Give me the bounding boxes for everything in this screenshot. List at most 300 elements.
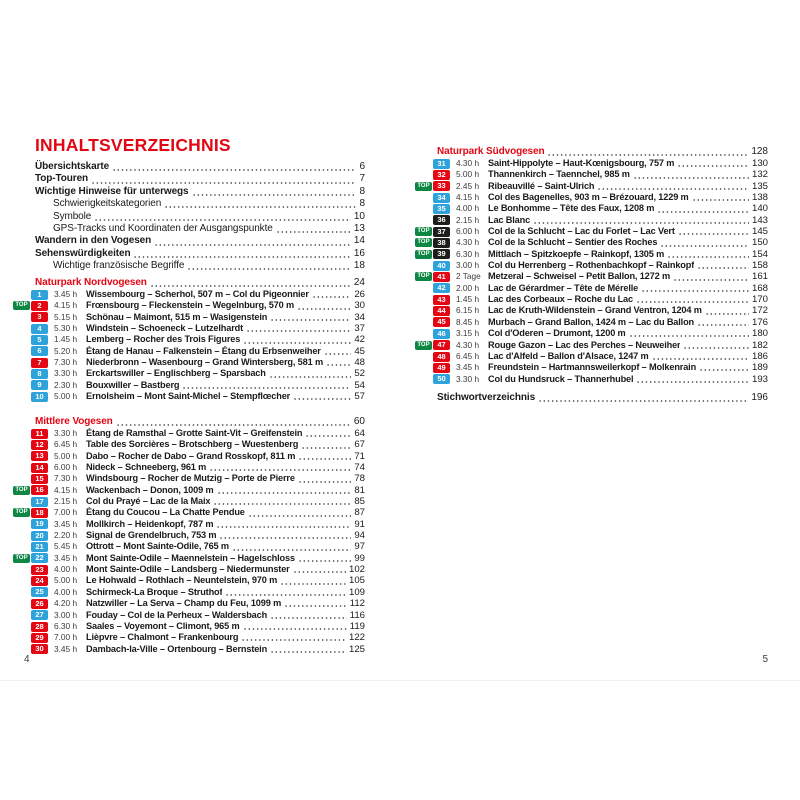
tour-row[interactable] <box>35 644 365 655</box>
entry-page-number: 13 <box>353 222 365 234</box>
front-matter-entry[interactable] <box>35 211 365 223</box>
tour-duration: 6.30 h <box>54 620 78 631</box>
tour-duration: 5.00 h <box>456 169 480 180</box>
tour-row[interactable] <box>437 260 768 271</box>
dotted-leader <box>697 267 749 269</box>
dotted-leader <box>187 268 351 270</box>
tour-row[interactable] <box>35 368 365 379</box>
tour-title: Mont Sainte-Odile – Maennelstein – Hagelschloss <box>86 552 295 563</box>
tour-title: Thannenkirch – Taennchel, 985 m <box>488 169 630 180</box>
tour-row[interactable] <box>35 519 365 530</box>
tour-title: Schönau – Maimont, 515 m – Wasigenstein <box>86 311 268 322</box>
dotted-leader <box>209 469 351 471</box>
tour-page-number: 105 <box>348 575 365 587</box>
tour-row[interactable] <box>35 610 365 621</box>
section-label: Mittlere Vogesen <box>35 416 113 427</box>
tour-duration: 7.00 h <box>54 507 78 518</box>
tour-duration: 8.45 h <box>456 316 480 327</box>
tour-duration: 5.00 h <box>54 575 78 586</box>
entry-label: Sehenswürdigkeiten <box>35 247 131 259</box>
tour-title: Col du Hundsruck – Thannerhubel <box>488 373 634 384</box>
section-heading[interactable] <box>437 392 768 404</box>
tour-row[interactable] <box>437 374 768 385</box>
tour-row[interactable] <box>35 473 365 484</box>
tour-page-number: 99 <box>354 552 365 564</box>
tour-number-badge: 41 <box>433 272 450 282</box>
tour-page-number: 67 <box>354 439 365 451</box>
tour-row[interactable] <box>417 237 768 249</box>
dotted-leader <box>213 503 351 505</box>
tour-page-number: 78 <box>354 473 365 485</box>
tour-number-badge: 9 <box>31 380 48 390</box>
dotted-leader <box>116 424 351 426</box>
dotted-leader <box>243 628 347 630</box>
tour-number-badge: 8 <box>31 369 48 379</box>
tour-title: Frœnsbourg – Fleckenstein – Wegelnburg, 570 m <box>86 300 295 311</box>
tour-title: Schirmeck-La Broque – Struthof <box>86 586 223 597</box>
section-page-number: 128 <box>751 146 768 157</box>
tour-duration: 1.45 h <box>54 334 78 345</box>
tour-duration: 5.00 h <box>54 450 78 461</box>
tour-number-badge: 30 <box>31 644 48 654</box>
section-heading[interactable] <box>35 277 365 289</box>
tour-duration: 6.00 h <box>54 462 78 473</box>
tour-row[interactable] <box>417 271 768 283</box>
dotted-leader <box>232 549 351 551</box>
tour-row[interactable] <box>35 632 365 643</box>
dotted-leader <box>678 233 749 235</box>
front-matter-entry[interactable] <box>35 198 365 210</box>
tour-number-badge: 10 <box>31 392 48 402</box>
entry-page-number: 8 <box>359 185 365 197</box>
dotted-leader <box>697 324 749 326</box>
tour-duration: 7.30 h <box>54 357 78 368</box>
tour-number-badge: 21 <box>31 542 48 552</box>
tour-row[interactable] <box>35 496 365 507</box>
tour-title: Le Hohwald – Rothlach – Neuntelstein, 970 m <box>86 575 278 586</box>
tour-page-number: 64 <box>354 428 365 439</box>
tour-duration: 4.30 h <box>456 158 480 168</box>
tour-duration: 5.20 h <box>54 345 78 356</box>
tour-page-number: 176 <box>751 316 768 328</box>
tour-title: Lac des Corbeaux – Roche du Lac <box>488 294 633 305</box>
tour-row[interactable] <box>417 180 768 192</box>
tour-number-badge: 15 <box>31 474 48 484</box>
tour-duration: 3.45 h <box>54 643 78 654</box>
tour-title: Étang du Coucou – La Chatte Pendue <box>86 507 245 518</box>
dotted-leader <box>692 199 749 201</box>
tour-row[interactable] <box>35 575 365 586</box>
tour-duration: 4.00 h <box>456 203 480 214</box>
tour-page-number: 34 <box>354 311 365 323</box>
tour-row[interactable] <box>437 351 768 362</box>
tour-number-badge: 39 <box>433 249 450 259</box>
tour-title: Bouxwiller – Bastberg <box>86 379 180 390</box>
tour-row[interactable] <box>437 317 768 328</box>
tour-row[interactable] <box>437 305 768 316</box>
tour-number-badge: 36 <box>433 215 450 225</box>
tour-row[interactable] <box>35 451 365 462</box>
tour-page-number: 26 <box>354 289 365 300</box>
tour-page-number: 119 <box>349 620 365 632</box>
front-matter-entry[interactable] <box>35 173 365 185</box>
tour-duration: 6.45 h <box>456 350 480 361</box>
tour-number-badge: 1 <box>31 290 48 300</box>
dotted-leader <box>270 651 346 653</box>
dotted-leader <box>652 358 749 360</box>
tour-duration: 4.15 h <box>54 484 78 495</box>
dotted-leader <box>326 364 351 366</box>
tour-title: Signal de Grendelbruch, 753 m <box>86 530 217 541</box>
dotted-leader <box>246 330 351 332</box>
tour-row[interactable] <box>15 507 365 519</box>
front-matter-entry[interactable] <box>35 161 365 173</box>
tour-row[interactable] <box>35 598 365 609</box>
tour-page-number: 132 <box>751 169 768 181</box>
tour-row[interactable] <box>437 192 768 203</box>
tour-duration: 3.00 h <box>456 260 480 271</box>
front-matter-entry[interactable] <box>35 235 365 247</box>
tour-title: Windstein – Schoeneck – Lutzelhardt <box>86 323 244 334</box>
entry-label: GPS-Tracks und Koordinaten der Ausgangspunkte <box>53 222 273 234</box>
dotted-leader <box>182 387 351 389</box>
tour-row[interactable] <box>35 428 365 439</box>
tour-row[interactable] <box>35 391 365 402</box>
tour-page-number: 135 <box>751 180 768 192</box>
tour-number-badge: 42 <box>433 283 450 293</box>
tour-row[interactable] <box>35 289 365 300</box>
tour-page-number: 94 <box>354 530 365 542</box>
tour-number-badge: 44 <box>433 306 450 316</box>
tour-page-number: 158 <box>751 260 768 272</box>
tour-number-badge: 4 <box>31 324 48 334</box>
dotted-leader <box>293 398 351 400</box>
tour-title: Lemberg – Rocher des Trois Figures <box>86 334 241 345</box>
tour-number-badge: 6 <box>31 346 48 356</box>
tour-number-badge: 45 <box>433 317 450 327</box>
tour-page-number: 143 <box>751 214 768 226</box>
tour-duration: 2 Tage <box>456 271 481 282</box>
front-matter-entry[interactable] <box>35 260 365 272</box>
tour-row[interactable] <box>35 380 365 391</box>
tour-row[interactable] <box>15 552 365 564</box>
tour-duration: 4.30 h <box>456 237 480 248</box>
tour-row[interactable] <box>437 158 768 169</box>
tour-number-badge: 23 <box>31 565 48 575</box>
tour-title: Wissembourg – Scherhol, 507 m – Col du Pigeonnier <box>86 289 309 299</box>
tour-page-number: 168 <box>751 282 768 294</box>
tour-page-number: 186 <box>751 350 768 362</box>
tour-page-number: 45 <box>354 345 365 357</box>
tour-page-number: 161 <box>751 271 768 283</box>
tour-number-badge: 47 <box>433 340 450 350</box>
dotted-leader <box>276 231 351 233</box>
tour-duration: 2.15 h <box>456 214 480 225</box>
tour-number-badge: 31 <box>433 159 450 169</box>
tour-page-number: 97 <box>354 541 365 553</box>
tour-page-number: 145 <box>751 226 768 238</box>
tour-duration: 6.00 h <box>456 226 480 237</box>
tour-title: Niederbronn – Wasenbourg – Grand Wintersberg, 581 m <box>86 357 323 368</box>
tour-duration: 3.00 h <box>54 609 78 620</box>
tour-title: Col de la Schlucht – Lac du Forlet – Lac Vert <box>488 226 675 237</box>
tour-number-badge: 22 <box>31 553 48 563</box>
front-matter-entry[interactable] <box>35 223 365 235</box>
tour-row[interactable] <box>35 587 365 598</box>
tour-page-number: 150 <box>751 237 768 249</box>
dotted-leader <box>629 335 749 337</box>
tour-row[interactable] <box>437 215 768 226</box>
tour-page-number: 138 <box>751 192 768 204</box>
section-page-number: 24 <box>353 277 365 288</box>
dotted-leader <box>633 177 749 179</box>
tour-duration: 5.15 h <box>54 311 78 322</box>
dotted-leader <box>699 369 749 371</box>
tour-duration: 3.30 h <box>456 373 480 384</box>
tour-title: Mollkirch – Heidenkopf, 787 m <box>86 518 214 529</box>
tour-page-number: 102 <box>348 564 365 576</box>
dotted-leader <box>164 206 356 208</box>
tour-page-number: 125 <box>348 643 365 655</box>
tour-title: Lac de Kruth-Wildenstein – Grand Ventron, 1204 m <box>488 305 702 316</box>
tour-title: Dambach-la-Ville – Ortenbourg – Bernstein <box>86 643 268 654</box>
entry-label: Übersichtskarte <box>35 161 110 172</box>
entry-page-number: 14 <box>353 235 365 247</box>
tour-row[interactable] <box>15 300 365 312</box>
section-page-number: 60 <box>353 416 365 427</box>
tour-page-number: 109 <box>348 586 365 598</box>
tour-row[interactable] <box>35 439 365 450</box>
tour-row[interactable] <box>35 462 365 473</box>
dotted-leader <box>150 285 351 287</box>
tour-number-badge: 34 <box>433 193 450 203</box>
dotted-leader <box>241 639 346 641</box>
tour-row[interactable] <box>35 621 365 632</box>
top-badge: TOP <box>415 272 432 281</box>
entry-page-number: 6 <box>359 161 365 172</box>
tour-page-number: 122 <box>348 632 365 644</box>
dotted-leader <box>91 182 356 184</box>
dotted-leader <box>660 245 749 247</box>
tour-row[interactable] <box>437 203 768 214</box>
dotted-leader <box>677 165 749 167</box>
dotted-leader <box>270 617 347 619</box>
tour-page-number: 71 <box>354 450 365 462</box>
dotted-leader <box>94 219 351 221</box>
tour-row[interactable] <box>35 564 365 575</box>
tour-page-number: 154 <box>751 248 768 260</box>
dotted-leader <box>280 583 346 585</box>
tour-number-badge: 18 <box>31 508 48 518</box>
tour-title: Nideck – Schneeberg, 961 m <box>86 462 207 473</box>
front-matter-entry[interactable] <box>35 248 365 260</box>
tour-row[interactable] <box>35 357 365 368</box>
tour-row[interactable] <box>437 328 768 339</box>
tour-number-badge: 48 <box>433 352 450 362</box>
tour-title: Rouge Gazon – Lac des Perches – Neuweiher <box>488 339 681 350</box>
tour-number-badge: 13 <box>31 451 48 461</box>
dotted-leader <box>225 594 346 596</box>
dotted-leader <box>636 381 749 383</box>
tour-page-number: 87 <box>354 507 365 519</box>
tour-page-number: 52 <box>354 368 365 380</box>
index-entry-block <box>437 392 768 404</box>
top-badge: TOP <box>415 250 432 259</box>
dotted-leader <box>641 290 749 292</box>
entry-page-number: 16 <box>353 247 365 259</box>
tour-row[interactable] <box>35 334 365 345</box>
tour-title: Freundstein – Hartmannsweilerkopf – Molkenrain <box>488 362 697 373</box>
tour-duration: 5.00 h <box>54 391 78 402</box>
tour-row[interactable] <box>437 294 768 305</box>
tour-duration: 7.00 h <box>54 632 78 643</box>
dotted-leader <box>269 376 352 378</box>
tour-duration: 3.45 h <box>54 518 78 529</box>
dotted-leader <box>547 154 748 156</box>
section-heading[interactable] <box>437 146 768 158</box>
tour-duration: 2.45 h <box>456 180 480 191</box>
tour-title: Mont Sainte-Odile – Landsberg – Niedermunster <box>86 564 290 575</box>
dotted-leader <box>243 342 351 344</box>
top-badge: TOP <box>415 341 432 350</box>
tour-duration: 3.45 h <box>456 362 480 373</box>
dotted-leader <box>305 435 351 437</box>
section-suedvogesen <box>417 146 768 385</box>
tour-title: Lac d'Alfeld – Ballon d'Alsace, 1247 m <box>488 350 649 361</box>
section-mittlere-vogesen <box>15 416 365 655</box>
tour-row[interactable] <box>437 169 768 180</box>
tour-title: Col des Bagenelles, 903 m – Brézouard, 1229 m <box>488 192 689 203</box>
tour-row[interactable] <box>35 530 365 541</box>
page-edge-shadow <box>0 680 800 681</box>
tour-page-number: 37 <box>354 323 365 335</box>
dotted-leader <box>192 194 357 196</box>
tour-title: Saint-Hippolyte – Haut-Kœnigsbourg, 757 m <box>488 158 675 168</box>
dotted-leader <box>301 447 351 449</box>
toc-title: INHALTSVERZEICHNIS <box>35 135 231 155</box>
tour-number-badge: 24 <box>31 576 48 586</box>
tour-page-number: 112 <box>349 598 365 610</box>
tour-title: Saales – Voyemont – Climont, 965 m <box>86 620 240 631</box>
tour-duration: 4.00 h <box>54 564 78 575</box>
tour-row[interactable] <box>35 541 365 552</box>
tour-row[interactable] <box>35 346 365 357</box>
left-page-number: 4 <box>24 654 30 665</box>
tour-page-number: 91 <box>354 518 365 530</box>
tour-duration: 3.15 h <box>456 328 480 339</box>
tour-row[interactable] <box>417 226 768 238</box>
tour-title: Dabo – Rocher de Dabo – Grand Rosskopf, 811 m <box>86 450 296 461</box>
top-badge: TOP <box>13 554 30 563</box>
tour-number-badge: 33 <box>433 181 450 191</box>
tour-duration: 4.30 h <box>456 339 480 350</box>
top-badge: TOP <box>13 508 30 517</box>
tour-page-number: 54 <box>354 379 365 391</box>
top-badge: TOP <box>415 238 432 247</box>
tour-page-number: 189 <box>751 362 768 374</box>
entry-label: Schwierigkeitskategorien <box>53 198 162 210</box>
dotted-leader <box>657 211 749 213</box>
tour-duration: 1.45 h <box>456 294 480 305</box>
tour-row[interactable] <box>437 362 768 373</box>
tour-row[interactable] <box>15 484 365 496</box>
tour-number-badge: 40 <box>433 261 450 271</box>
entry-label: Top-Touren <box>35 173 89 185</box>
tour-page-number: 130 <box>751 158 768 169</box>
top-badge: TOP <box>415 182 432 191</box>
tour-title: Murbach – Grand Ballon, 1424 m – Lac du Ballon <box>488 316 694 327</box>
dotted-leader <box>217 492 352 494</box>
tour-duration: 6.15 h <box>456 305 480 316</box>
entry-page-number: 18 <box>353 260 365 272</box>
tour-title: Col du Prayé – Lac de la Maix <box>86 496 211 507</box>
tour-title: Étang de Hanau – Falkenstein – Étang du Erbsenweiher <box>86 345 321 356</box>
tour-duration: 2.20 h <box>54 530 78 541</box>
section-label: Naturpark Nordvogesen <box>35 277 147 288</box>
tour-number-badge: 50 <box>433 374 450 384</box>
tour-title: Col de la Schlucht – Sentier des Roches <box>488 237 658 248</box>
tour-row[interactable] <box>35 323 365 334</box>
entry-page-number: 7 <box>359 173 365 185</box>
front-matter-entry[interactable] <box>35 186 365 198</box>
tour-page-number: 85 <box>354 496 365 508</box>
section-nordvogesen <box>15 277 365 403</box>
dotted-leader <box>667 256 749 258</box>
dotted-leader <box>298 560 351 562</box>
dotted-leader <box>297 308 351 310</box>
dotted-leader <box>293 571 346 573</box>
entry-label: Wichtige Hinweise für unterwegs <box>35 185 189 197</box>
tour-page-number: 116 <box>349 609 365 621</box>
section-label: Stichwortverzeichnis <box>437 392 536 403</box>
tour-page-number: 74 <box>354 462 365 474</box>
dotted-leader <box>705 313 749 315</box>
tour-duration: 2.00 h <box>456 282 480 293</box>
tour-title: Col du Herrenberg – Rothenbachkopf – Rainkopf <box>488 260 695 271</box>
tour-title: Lac Blanc <box>488 214 531 225</box>
tour-duration: 3.30 h <box>54 368 78 379</box>
tour-row[interactable] <box>437 283 768 294</box>
tour-row[interactable] <box>417 248 768 260</box>
tour-title: Natzwiller – La Serva – Champ du Feu, 1099 m <box>86 598 282 609</box>
tour-number-badge: 27 <box>31 610 48 620</box>
dotted-leader <box>312 296 352 298</box>
tour-duration: 4.15 h <box>456 192 480 203</box>
tour-page-number: 172 <box>751 305 768 317</box>
tour-number-badge: 37 <box>433 227 450 237</box>
tour-duration: 7.30 h <box>54 473 78 484</box>
tour-number-badge: 7 <box>31 358 48 368</box>
dotted-leader <box>216 526 351 528</box>
section-label: Naturpark Südvogesen <box>437 146 545 157</box>
tour-number-badge: 3 <box>31 312 48 322</box>
tour-page-number: 182 <box>751 339 768 351</box>
tour-title: Ottrott – Mont Sainte-Odile, 765 m <box>86 541 229 552</box>
tour-duration: 4.20 h <box>54 598 78 609</box>
tour-page-number: 170 <box>751 294 768 306</box>
dotted-leader <box>112 169 356 171</box>
dotted-leader <box>133 256 350 258</box>
section-heading[interactable] <box>35 416 365 428</box>
tour-row[interactable] <box>417 339 768 351</box>
tour-number-badge: 26 <box>31 599 48 609</box>
tour-number-badge: 20 <box>31 531 48 541</box>
tour-row[interactable] <box>35 312 365 323</box>
section-page-number: 196 <box>751 392 768 403</box>
dotted-leader <box>298 458 351 460</box>
tour-page-number: 140 <box>751 203 768 215</box>
tour-title: Ernolsheim – Mont Saint-Michel – Stempflœcher <box>86 391 291 402</box>
